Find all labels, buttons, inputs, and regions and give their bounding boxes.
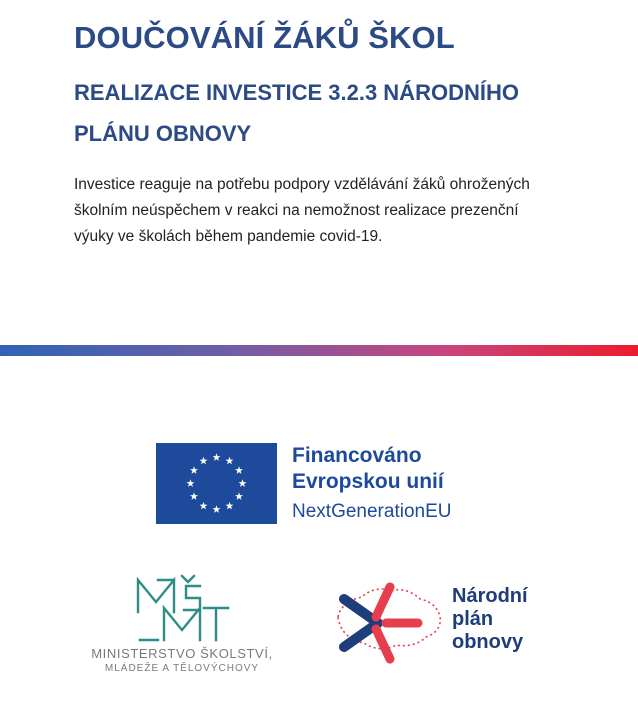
gradient-divider: [0, 345, 638, 356]
eu-star: [190, 492, 198, 500]
eu-star: [235, 466, 243, 474]
npo-text-line-2: plán: [452, 608, 494, 630]
eu-flag-icon: [156, 443, 277, 524]
eu-text-line-1: Financováno: [292, 444, 422, 467]
msmt-name-line-1: MINISTERSTVO ŠKOLSTVÍ,: [91, 646, 273, 661]
intro-paragraph: [74, 172, 594, 250]
page-title: DOUČOVÁNÍ ŽÁKŮ ŠKOL: [74, 20, 455, 55]
eu-funding-text: [292, 443, 451, 525]
eu-star: [200, 502, 208, 510]
intro-line-3: výuky ve školách během pandemie covid-19.: [74, 228, 383, 245]
eu-star: [187, 479, 195, 487]
eu-star: [190, 466, 198, 474]
intro-line-2: školním neúspěchem v reakci na nemožnost realizace prezenční: [74, 202, 519, 219]
eu-star: [200, 457, 208, 465]
eu-star: [226, 457, 234, 465]
npo-text-line-1: Národní: [452, 585, 528, 607]
eu-funding-logo: [156, 443, 486, 525]
npo-logo: [330, 577, 560, 667]
eu-star: [226, 502, 234, 510]
subtitle-line-1: REALIZACE INVESTICE 3.2.3 NÁRODNÍHO: [74, 80, 519, 105]
msmt-name-line-2: MLÁDEŽE A TĚLOVÝCHOVY: [104, 663, 260, 674]
subtitle-line-2: PLÁNU OBNOVY: [74, 121, 252, 146]
eu-star: [239, 479, 247, 487]
npo-text: [452, 585, 528, 654]
eu-star: [213, 453, 221, 461]
eu-text-line-2: Evropskou unií: [292, 470, 444, 493]
msmt-logo: [72, 574, 292, 684]
eu-text-line-3: NextGenerationEU: [292, 501, 452, 522]
eu-star: [235, 492, 243, 500]
npo-arrow-map-icon: [330, 577, 446, 667]
intro-line-1: Investice reaguje na potřebu podpory vzdělávání žáků ohrožených: [74, 176, 530, 193]
eu-star: [213, 505, 221, 513]
npo-text-line-3: obnovy: [452, 631, 524, 653]
msmt-monogram-icon: [134, 574, 232, 642]
